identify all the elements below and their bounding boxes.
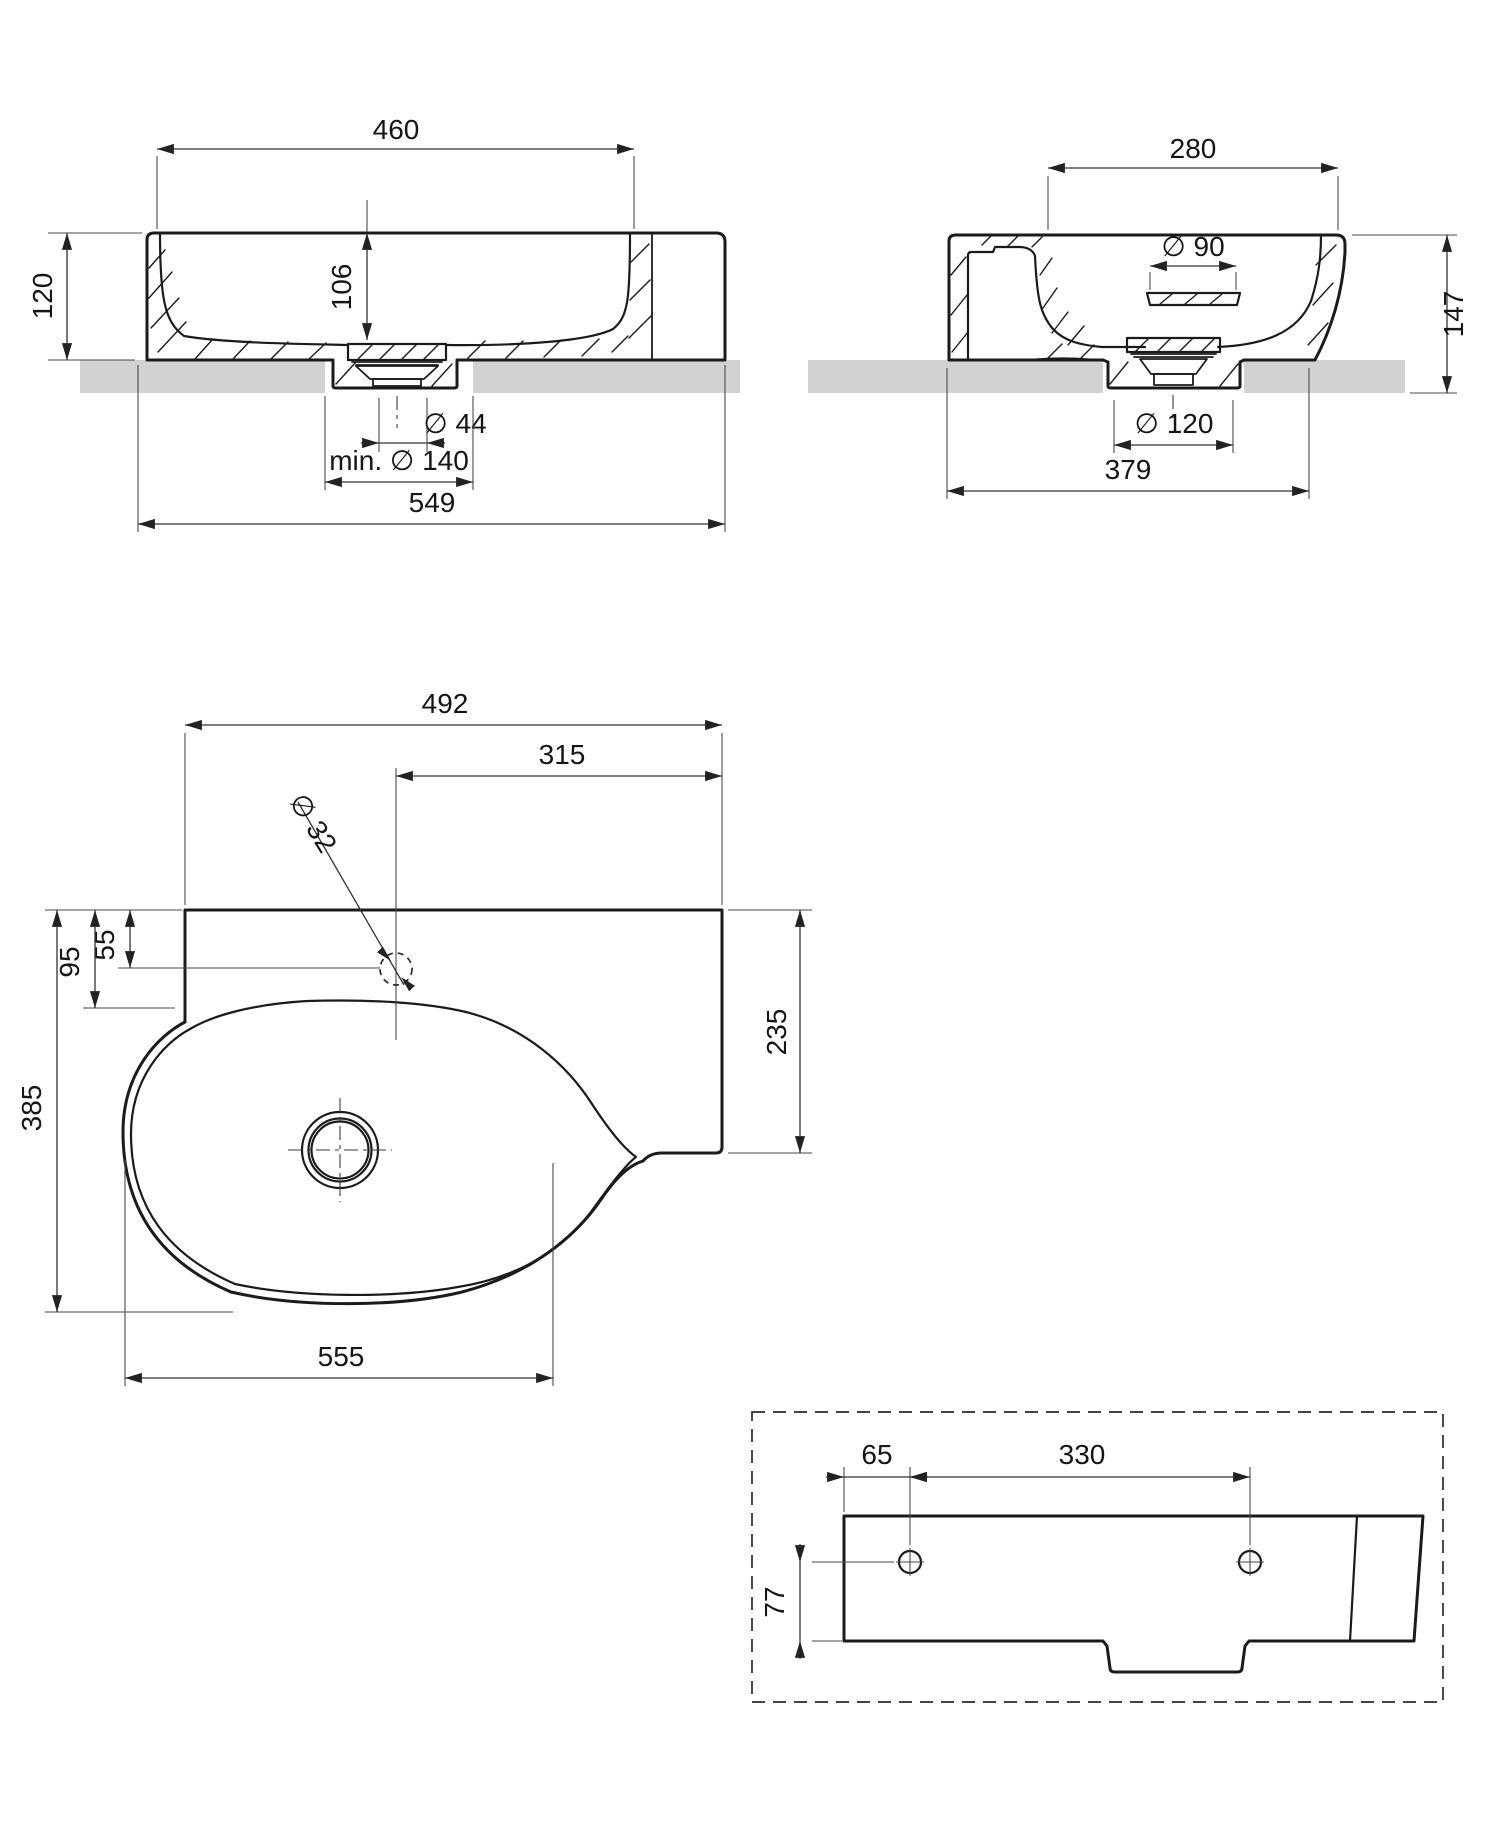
dim-front-rim-width	[157, 114, 634, 229]
dim-front-bowl-depth	[326, 200, 367, 340]
side-bowl-inner-right	[1218, 235, 1321, 347]
back-view	[752, 1412, 1443, 1702]
plan-drain	[288, 1098, 392, 1202]
dim-label: 549	[408, 487, 456, 518]
front-view	[27, 114, 740, 532]
side-overflow-slot	[1147, 293, 1240, 305]
mounting-hole-left	[896, 1548, 924, 1576]
dim-label: 95	[54, 946, 85, 978]
dim-back-hole-from-edge	[826, 1439, 928, 1545]
dim-label: 492	[421, 688, 469, 719]
counter-right	[473, 360, 740, 393]
dim-label: 147	[1438, 290, 1469, 338]
dim-label: 379	[1104, 454, 1152, 485]
mounting-hole-right	[1236, 1548, 1264, 1576]
dim-side-overflow	[1150, 231, 1236, 290]
dim-label: 280	[1169, 133, 1217, 164]
dim-label: ∅ 44	[423, 408, 487, 439]
dim-label: ∅ 120	[1134, 408, 1214, 439]
dim-label: 65	[861, 1439, 893, 1470]
counter-left	[808, 360, 1103, 393]
dim-label: 460	[372, 114, 420, 145]
dim-back-hole-spacing	[910, 1439, 1250, 1545]
counter-right	[1244, 360, 1405, 393]
dim-label: 235	[761, 1008, 792, 1056]
dim-side-bowl-width	[1048, 133, 1338, 230]
back-corner-divider	[1350, 1516, 1357, 1641]
dim-plan-wing-depth	[728, 910, 812, 1153]
dim-label: 385	[16, 1084, 47, 1132]
front-bowl-inner-left	[160, 233, 348, 345]
side-pocket	[968, 247, 1145, 360]
dim-label: 120	[27, 272, 58, 320]
dim-label: ∅ 32	[283, 787, 343, 859]
dim-plan-bowl-width	[125, 1160, 553, 1386]
dim-label: 555	[317, 1341, 365, 1372]
plan-deck-outline	[185, 910, 722, 1161]
counter-left	[80, 360, 325, 393]
dim-label: 330	[1058, 1439, 1106, 1470]
dim-front-drain	[361, 398, 487, 452]
dim-label: 77	[759, 1586, 790, 1618]
dim-front-height	[27, 233, 142, 360]
dim-label: 315	[538, 739, 586, 770]
back-body-outline	[844, 1516, 1423, 1672]
front-bowl-inner-right	[446, 233, 630, 345]
dim-label: 55	[89, 929, 120, 961]
dim-side-recess	[1114, 400, 1233, 453]
dim-label: 106	[326, 263, 357, 311]
dim-label: min. ∅ 140	[329, 445, 469, 476]
dim-plan-deck-width	[185, 688, 722, 905]
dim-label: ∅ 90	[1161, 231, 1225, 262]
plan-view	[16, 688, 812, 1386]
plan-outer-rim	[123, 1022, 643, 1304]
dim-plan-tap-offset	[396, 739, 722, 776]
plan-faucet-hole	[118, 768, 415, 1040]
plan-bowl-opening	[131, 1000, 636, 1294]
side-view	[808, 133, 1469, 499]
